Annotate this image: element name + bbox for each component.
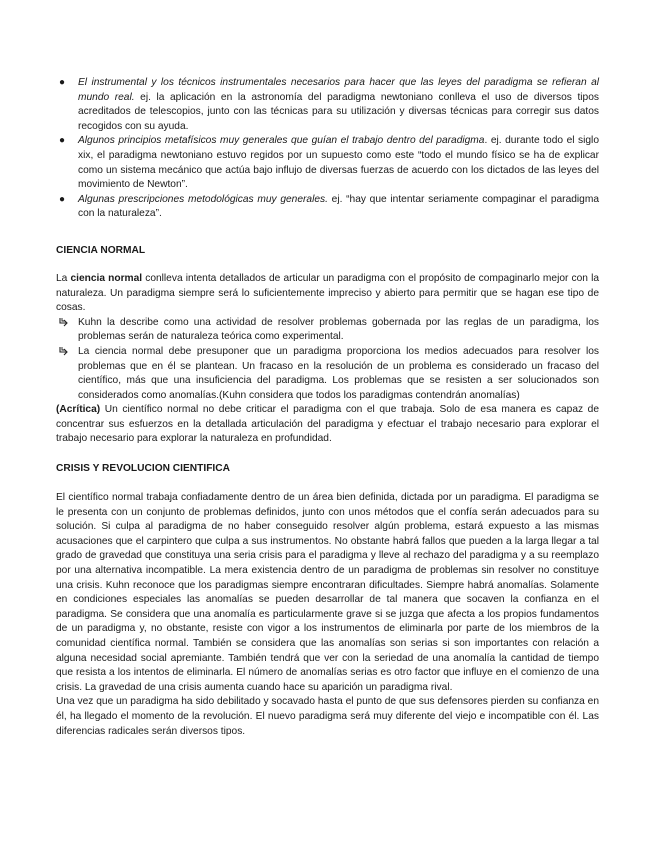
item-italic-text: El instrumental y los técnicos instrumentales necesarios para hacer que las leyes del paradigma se refieran al mundo real. — [78, 77, 599, 103]
bullet-icon: ● — [59, 77, 66, 88]
list-item — [56, 345, 599, 403]
bullet-icon: ● — [59, 135, 66, 147]
bullet-icon: ● — [59, 193, 66, 205]
acritica-label: (Acrítica) — [56, 404, 101, 416]
item-text: ej. la aplicación en la astronomía del paradigma newtoniano conlleva el uso de diversos tipos acreditados de telescopios, junto con las técnicas para su utilización y diversas técnicas para corregir sus datos recogidos con su ayuda. — [78, 91, 599, 132]
list-item — [56, 134, 599, 192]
item-text: . ej. durante todo el siglo xix, el paradigma newtoniano estuvo regidos por un supuesto como este “todo el mundo físico se ha de explicar como un sistema mecánico que actúa bajo influjo de diversas fuerzas de acuerdo con los dictados de las leyes del movimiento de Newton”. — [78, 135, 599, 191]
crisis-paragraph-2: Una vez que un paradigma ha sido debilitado y socavado hasta el punto de que sus defensores pierden su confianza en él, ha llegado el momento de la revolución. El nuevo paradigma será muy diferente del viejo e incompatible con él. Las diferencias radicales serán diversos tipos. — [56, 696, 599, 737]
ciencia-normal-intro — [56, 272, 599, 316]
section-heading-ciencia-normal: CIENCIA NORMAL — [56, 244, 146, 256]
arrow-bullet-icon — [58, 346, 70, 358]
ciencia-normal-list — [56, 316, 599, 404]
crisis-paragraph-1: El científico normal trabaja confiadamente dentro de un área bien definida, dictada por un paradigma. El paradigma se le presenta con un conjunto de problemas definidos, junto con unos métodos que el confía serán adecuados para su solución. Si culpa al paradigma de no haber conseguido resolver algún problema, estará expuesto a las mismas acusaciones que el carpintero que culpa a sus instrumentos. No obstante habrá fallos que pueden a la larga llegar a tal grado de gravedad que constituya una seria crisis para el paradigma y lleve al rechazo del paradigma y a su reemplazo por una alternativa incompatible. La mera existencia dentro de un paradigma de problemas sin resolver no constituye una crisis. Kuhn reconoce que los paradigmas siempre encontraran dificultades. Siempre habrá anomalías. Solamente en condiciones especiales las anomalías se pueden desarrollar de tal manera que socaven la confianza en el paradigma. Se considera que una anomalía es particularmente grave si se juzga que afecta a los propios fundamentos de un paradigma y, no obstante, resiste con vigor a los instrumentos de eliminarla por parte de los miembros de la comunidad científica normal. También se considera que las anomalías son serias si son importantes con relación a alguna necesidad social apremiante. También tendrá que ver con la seriedad de una anomalía la cantidad de tiempo que resista a los intentos de eliminarla. El número de anomalías serias es otro factor que influye en el comienzo de una crisis. La gravedad de una crisis aumenta cuando hace su aparición un paradigma rival. — [56, 492, 599, 693]
acritica-text: Un científico normal no debe criticar el paradigma con el que trabaja. Solo de esa manera es capaz de concentrar sus esfuerzos en la detallada articulación del paradigma y efectuar el trabajo necesario para explorar el trabajo necesario para explorar la naturaleza en profundidad. — [56, 404, 599, 445]
item-text: ej. “hay que intentar seriamente compaginar el paradigma con la naturaleza”. — [78, 193, 599, 220]
item-text: Kuhn la describe como una actividad de resolver problemas gobernada por las reglas de un paradigma, los problemas serán de naturaleza teórica como experimental. — [78, 316, 599, 343]
intro-bold-term: ciencia normal — [70, 272, 143, 284]
list-item — [56, 316, 599, 345]
item-text: La ciencia normal debe presuponer que un paradigma proporciona los medios adecuados para resolver los problemas que en él se plantean. Un fracaso en la resolución de un problema es considerado un fracaso del científico, más que una insuficiencia del paradigma. Los problemas que se resisten a ser solucionados son considerados como anomalías.(Kuhn considera que todos los paradigmas contendrán anomalías) — [78, 345, 599, 401]
item-italic-text: Algunas prescripciones metodológicas muy generales. — [78, 193, 328, 205]
acritica-paragraph — [56, 403, 599, 447]
intro-text: conlleva intenta detallados de articular un paradigma con el propósito de compaginarlo mejor con la naturaleza. Un paradigma siempre será lo suficientemente impreciso y abierto para permitir que se hagan ese tipo de cosas. — [56, 272, 600, 314]
paradigm-components-list — [56, 76, 599, 222]
list-item — [56, 76, 599, 134]
arrow-bullet-icon — [58, 317, 70, 329]
section-heading-crisis: CRISIS Y REVOLUCION CIENTIFICA — [56, 463, 230, 475]
intro-text: La — [56, 272, 71, 284]
item-italic-text: Algunos principios metafísicos muy generales que guían el trabajo dentro del paradigma — [78, 135, 485, 147]
list-item — [56, 193, 599, 222]
